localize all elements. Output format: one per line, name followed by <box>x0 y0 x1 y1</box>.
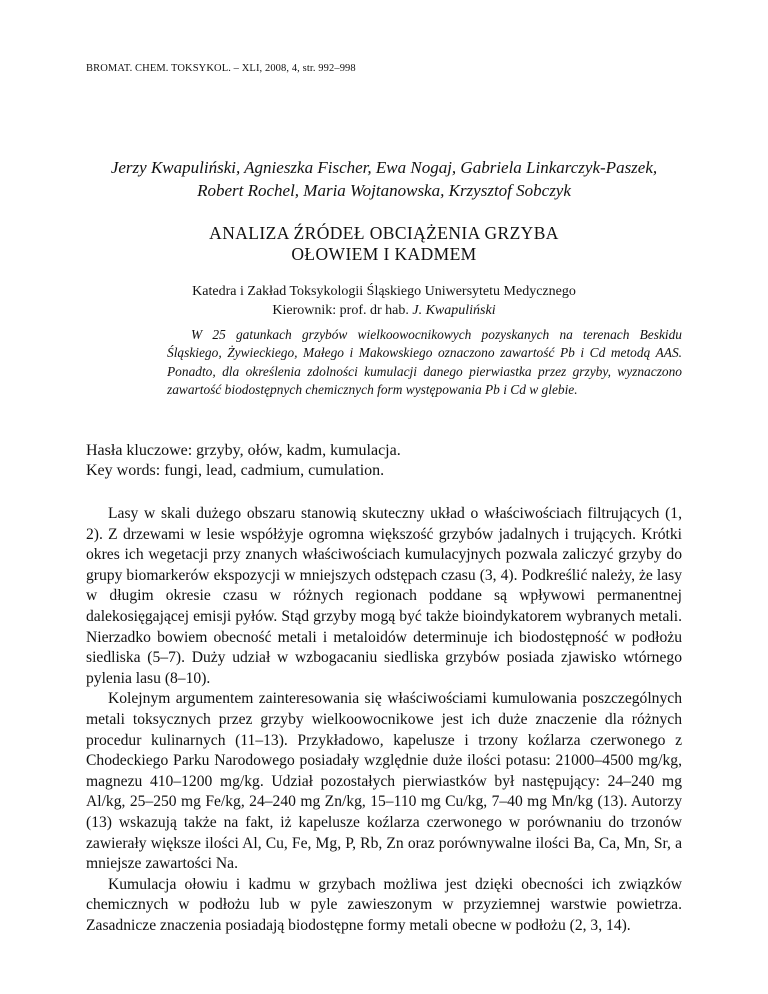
department-head-label: Kierownik: prof. dr hab. <box>272 303 409 318</box>
keywords-polish: Hasła kluczowe: grzyby, ołów, kadm, kumulacja. <box>86 442 401 459</box>
keywords-english: Key words: fungi, lead, cadmium, cumulation. <box>86 462 385 479</box>
running-head: BROMAT. CHEM. TOKSYKOL. – XLI, 2008, 4, str. 992–998 <box>86 63 356 74</box>
article-title <box>86 223 682 265</box>
abstract: W 25 gatunkach grzybów wielkoowocnikowych pozyskanych na terenach Beskidu Śląskiego, Żywieckiego, Małego i Makowskiego oznaczono zawartość Pb i Cd metodą AAS. Ponadto, dla określenia zdolności kumulacji danego pierwiastka przez grzyby, wyznaczono zawartość biodostępnych chemicznych form występowania Pb i Cd w glebie. <box>167 327 682 397</box>
affiliation: Katedra i Zakład Toksykologii Śląskiego Uniwersytetu Medycznego <box>192 284 576 299</box>
author-list <box>86 156 682 202</box>
authors-line-2: Robert Rochel, Maria Wojtanowska, Krzysztof Sobczyk <box>197 181 571 200</box>
department-head <box>86 301 682 320</box>
body-text <box>86 504 682 936</box>
keywords-block <box>86 441 682 481</box>
department-head-name: J. Kwapuliński <box>412 303 496 318</box>
title-line-1: ANALIZA ŹRÓDEŁ OBCIĄŻENIA GRZYBA <box>209 223 559 243</box>
body-paragraph-3: Kumulacja ołowiu i kadmu w grzybach możliwa jest dzięki obecności ich związków chemicznych w podłożu lub w pyle zawieszonym w przyziemnej warstwie powietrza. Zasadnicze znaczenia posiadają biodostępne formy metali obecne w podłożu (2, 3, 14). <box>86 875 682 934</box>
authors-line-1: Jerzy Kwapuliński, Agnieszka Fischer, Ewa Nogaj, Gabriela Linkarczyk-Paszek, <box>110 158 658 177</box>
body-paragraph-1: Lasy w skali dużego obszaru stanowią skuteczny układ o właściwościach filtrujących (1, 2). Z drzewami w lesie współżyje ogromna większość grzybów jadalnych i trujących. Krótki okres ich wegetacji przy znanych właściwościach kumulacyjnych pozwala zaliczyć grzyby do grupy biomarkerów ekspozycji w mniejszych odstępach czasu (3, 4). Podkreślić należy, że lasy w długim okresie czasu w różnych regionach poddane są wpływowi permanentnej dalekosięgającej emisji pyłów. Stąd grzyby mogą być także bioindykatorem wybranych metali. Nierzadko bowiem obecność metali i metaloidów determinuje ich biodostępność w podłożu siedliska (5–7). Duży udział w wzbogacaniu siedliska grzybów posiada zjawisko wtórnego pylenia lasu (8–10). <box>86 505 682 687</box>
body-paragraph-2: Kolejnym argumentem zainteresowania się właściwościami kumulowania poszczególnych metali toksycznych przez grzyby wielkoowocnikowe jest ich duże znaczenie dla różnych procedur kulinarnych (11–13). Przykładowo, kapelusze i trzony koźlarza czerwonego z Chodeckiego Parku Narodowego posiadały względnie duże ilości potasu: 21000–4500 mg/kg, magnezu 410–1200 mg/kg. Udział pozostałych pierwiastków był następujący: 24–240 mg Al/kg, 25–250 mg Fe/kg, 24–240 mg Zn/kg, 15–110 mg Cu/kg, 7–40 mg Mn/kg (13). Autorzy (13) wskazują także na fakt, iż kapelusze koźlarza czerwonego w porównaniu do trzonów zawierały większe ilości Al, Cu, Fe, Mg, P, Rb, Zn oraz porównywalne ilości Ba, Ca, Mn, Sr, a mniejsze zawartości Na. <box>86 690 682 873</box>
affiliation-block <box>86 282 682 320</box>
title-line-2: OŁOWIEM I KADMEM <box>291 244 477 264</box>
